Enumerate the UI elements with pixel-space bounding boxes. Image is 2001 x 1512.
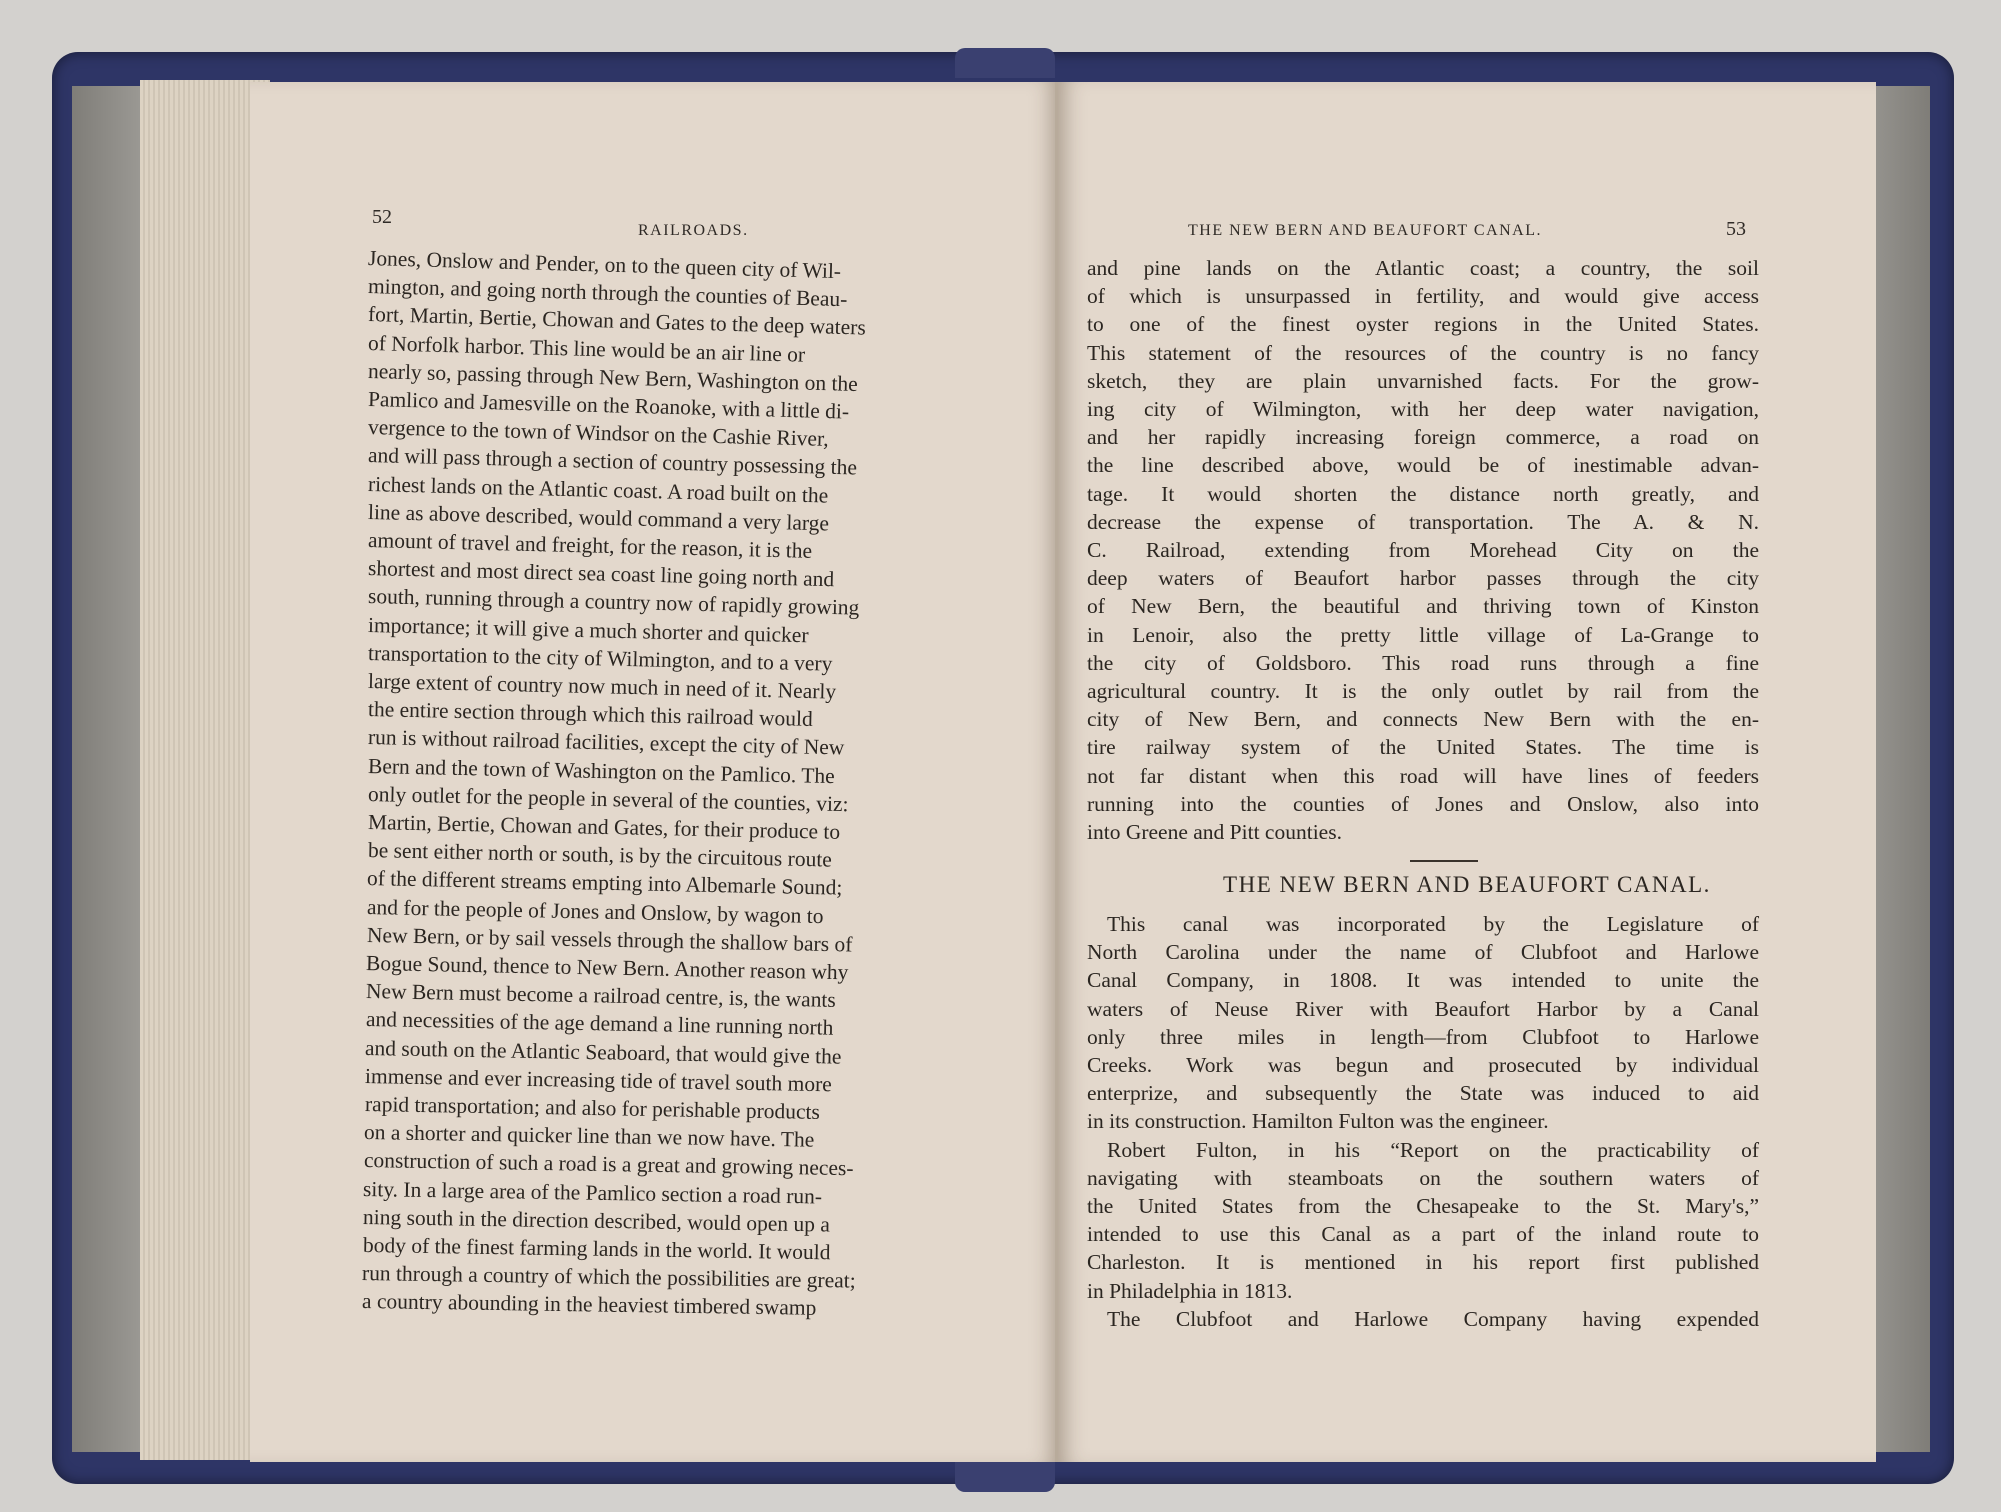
text-line: ning south in the direction described, would open up a bbox=[362, 1204, 831, 1237]
text-line: North Carolina under the name of Clubfoot and Harlowe bbox=[1087, 940, 1759, 965]
text-line: intended to use this Canal as a part of the inland route to bbox=[1087, 1222, 1759, 1247]
text-line: the entire section through which this railroad would bbox=[367, 697, 814, 732]
left-page bbox=[250, 82, 1058, 1462]
text-line: navigating with steamboats on the southern waters of bbox=[1087, 1165, 1759, 1190]
text-line: to one of the finest oyster regions in the United States. bbox=[1087, 312, 1759, 337]
spine-bottom bbox=[955, 1462, 1055, 1492]
text-line: richest lands on the Atlantic coast. A road built on the bbox=[367, 471, 829, 508]
text-line: only three miles in length—from Clubfoot to Harlowe bbox=[1087, 1024, 1759, 1049]
text-line: into Greene and Pitt counties. bbox=[1087, 820, 1342, 844]
text-line: in Philadelphia in 1813. bbox=[1087, 1278, 1293, 1303]
text-line: line as above described, would command a very large bbox=[367, 499, 830, 536]
text-line: the city of Goldsboro. This road runs through a fine bbox=[1087, 650, 1759, 675]
text-line: New Bern must become a railroad centre, is, the wants bbox=[365, 979, 836, 1013]
section-rule bbox=[1410, 860, 1478, 862]
text-line: and for the people of Jones and Onslow, by wagon to bbox=[366, 894, 824, 928]
text-line: amount of travel and freight, for the reason, it is the bbox=[367, 528, 813, 563]
text-line: be sent either north or south, is by the circuitous route bbox=[367, 838, 832, 872]
text-line: not far distant when this road will have lines of feeders bbox=[1087, 763, 1759, 788]
running-head: THE NEW BERN AND BEAUFORT CANAL. bbox=[1188, 222, 1543, 239]
text-line: Bogue Sound, thence to New Bern. Another reason why bbox=[366, 951, 849, 985]
text-line: in Lenoir, also the pretty little village of La-Grange to bbox=[1087, 622, 1759, 647]
text-line: on a shorter and quicker line than we now have. The bbox=[363, 1120, 815, 1152]
text-line: nearly so, passing through New Bern, Washington on the bbox=[367, 358, 859, 396]
text-line: shortest and most direct sea coast line going north and bbox=[367, 556, 835, 592]
text-line: running into the counties of Jones and Onslow, also into bbox=[1087, 791, 1759, 816]
text-line: and pine lands on the Atlantic coast; a country, the soil bbox=[1087, 256, 1759, 280]
text-line: and will pass through a section of country possessing the bbox=[367, 443, 858, 480]
text-line: enterprize, and subsequently the State was induced to aid bbox=[1087, 1081, 1759, 1106]
right-page bbox=[1058, 82, 1876, 1462]
text-line: and south on the Atlantic Seaboard, that would give the bbox=[364, 1035, 842, 1069]
text-line: a country abounding in the heaviest timbered swamp bbox=[361, 1289, 817, 1321]
text-line: large extent of country now much in need of it. Nearly bbox=[367, 669, 837, 704]
text-line: tire railway system of the United States. The time is bbox=[1087, 735, 1759, 760]
text-line: and her rapidly increasing foreign commerce, a road on bbox=[1087, 425, 1759, 450]
text-line: Creeks. Work was begun and prosecuted by individual bbox=[1087, 1053, 1759, 1077]
text-line: rapid transportation; and also for perishable products bbox=[364, 1092, 820, 1124]
text-line: Pamlico and Jamesville on the Roanoke, with a little di- bbox=[367, 387, 850, 424]
text-line: immense and ever increasing tide of travel south more bbox=[364, 1063, 832, 1097]
text-line: C. Railroad, extending from Morehead City on the bbox=[1087, 538, 1759, 562]
section-heading: THE NEW BERN AND BEAUFORT CANAL. bbox=[1223, 872, 1711, 897]
text-line: vergence to the town of Windsor on the Cashie River, bbox=[367, 415, 830, 452]
text-line: decrease the expense of transportation. The A. & N. bbox=[1087, 509, 1759, 534]
text-line: run through a country of which the possibilities are great; bbox=[362, 1261, 857, 1293]
text-line: and necessities of the age demand a line running north bbox=[365, 1007, 834, 1041]
text-line: Charleston. It is mentioned in his report first published bbox=[1087, 1250, 1759, 1275]
text-line: the line described above, would be of inestimable advan- bbox=[1087, 453, 1759, 478]
text-line: only outlet for the people in several of the counties, viz: bbox=[367, 781, 849, 817]
text-line: of the different streams empting into Albemarle Sound; bbox=[367, 866, 843, 901]
text-line: in its construction. Hamilton Fulton was the engineer. bbox=[1087, 1109, 1549, 1134]
text-line: deep waters of Beaufort harbor passes through the city bbox=[1087, 566, 1759, 591]
text-line: body of the finest farming lands in the world. It would bbox=[362, 1233, 831, 1265]
text-line: sity. In a large area of the Pamlico section a road run- bbox=[363, 1176, 823, 1209]
text-line: of which is unsurpassed in fertility, and would give access bbox=[1087, 284, 1759, 309]
text-line: This statement of the resources of the country is no fancy bbox=[1087, 340, 1759, 365]
text-line: tage. It would shorten the distance north greatly, and bbox=[1087, 481, 1759, 506]
text-line: Bern and the town of Washington on the Pamlico. The bbox=[367, 753, 835, 788]
text-line: ing city of Wilmington, with her deep water navigation, bbox=[1087, 397, 1759, 421]
text-line: agricultural country. It is the only outlet by rail from the bbox=[1087, 679, 1759, 703]
text-line: Canal Company, in 1808. It was intended to unite the bbox=[1087, 968, 1759, 993]
text-line: city of New Bern, and connects New Bern with the en- bbox=[1087, 707, 1759, 732]
page-number: 52 bbox=[372, 206, 392, 228]
spine-top bbox=[955, 48, 1055, 78]
page-number: 53 bbox=[1726, 218, 1746, 240]
text-line: of Norfolk harbor. This line would be an air line or bbox=[367, 330, 806, 367]
text-line: south, running through a country now of rapidly growing bbox=[367, 584, 860, 621]
text-line: of New Bern, the beautiful and thriving town of Kinston bbox=[1087, 594, 1759, 619]
text-line: importance; it will give a much shorter and quicker bbox=[367, 612, 809, 647]
running-head: RAILROADS. bbox=[638, 222, 749, 239]
text-line: sketch, they are plain unvarnished facts. For the grow- bbox=[1087, 368, 1759, 393]
text-line: waters of Neuse River with Beaufort Harbor by a Canal bbox=[1087, 996, 1759, 1021]
text-line: fort, Martin, Bertie, Chowan and Gates to the deep waters bbox=[367, 302, 867, 340]
text-line: run is without railroad facilities, except the city of New bbox=[367, 725, 845, 760]
text-line: transportation to the city of Wilmington, and to a very bbox=[367, 640, 833, 676]
text-line: This canal was incorporated by the Legislature of bbox=[1107, 912, 1759, 936]
text-line: Martin, Bertie, Chowan and Gates, for their produce to bbox=[367, 810, 841, 844]
text-line: New Bern, or by sail vessels through the shallow bars of bbox=[366, 922, 853, 957]
text-line: the United States from the Chesapeake to the St. Mary's,” bbox=[1087, 1194, 1759, 1218]
text-line: construction of such a road is a great and growing neces- bbox=[363, 1148, 854, 1181]
text-line: Robert Fulton, in his “Report on the practicability of bbox=[1107, 1137, 1759, 1162]
text-line: mington, and going north through the counties of Beau- bbox=[367, 274, 848, 312]
text-line: Jones, Onslow and Pender, on to the queen city of Wil- bbox=[367, 246, 842, 284]
text-line: The Clubfoot and Harlowe Company having expended bbox=[1107, 1306, 1759, 1331]
